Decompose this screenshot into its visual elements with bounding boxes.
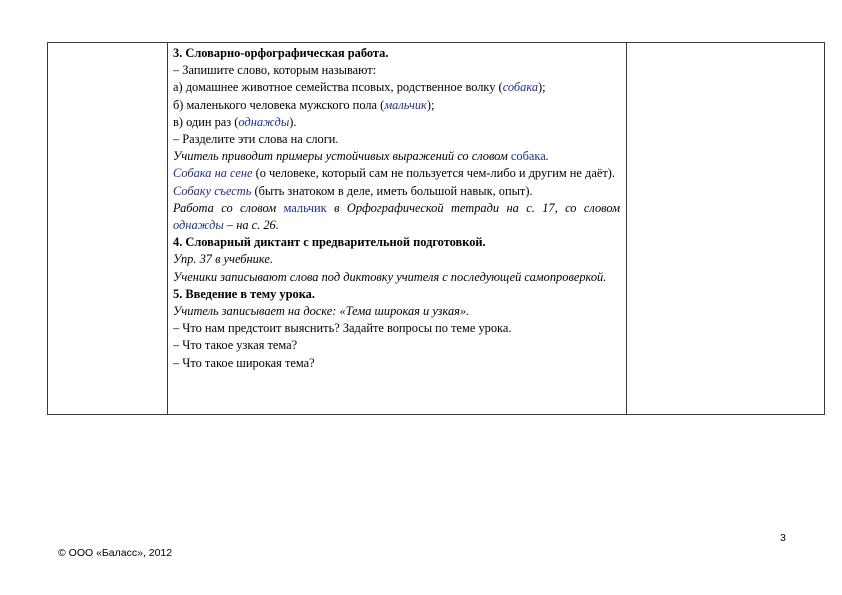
idiom-1 <box>173 165 620 182</box>
workbook-text-1: Работа со словом <box>173 200 284 215</box>
item-c-text: в) один раз ( <box>173 114 239 129</box>
left-cell <box>48 43 168 415</box>
idiom-2-phrase: Собаку съесть <box>173 183 252 198</box>
idiom-1-explanation: (о человеке, который сам не пользуется чем-либо и другим не даёт). <box>252 166 615 181</box>
right-cell <box>627 43 825 415</box>
board-note: Учитель записывает на доске: «Тема широкая и узкая». <box>173 304 470 319</box>
word-malchik: мальчик <box>384 97 427 112</box>
item-a-text: а) домашнее животное семейства псовых, родственное волку ( <box>173 80 503 95</box>
copyright-footer: © ООО «Баласс», 2012 <box>58 547 173 559</box>
workbook-note <box>173 200 620 234</box>
section-4-heading: 4. Словарный диктант с предварительной подготовкой. <box>173 235 486 250</box>
word-odnazhdy-2: однажды <box>173 218 224 233</box>
item-a <box>173 79 620 96</box>
table-row <box>48 43 825 415</box>
word-odnazhdy: однажды <box>238 114 290 129</box>
idiom-2-explanation: (быть знатоком в деле, иметь большой навык, опыт). <box>251 183 533 198</box>
question-2: – Что такое узкая тема? <box>173 338 298 353</box>
cell-text <box>168 43 626 372</box>
item-a-end: ); <box>538 80 546 95</box>
syllables-task: – Разделите эти слова на слоги. <box>173 132 339 147</box>
item-c <box>173 114 620 131</box>
lesson-table <box>47 42 825 415</box>
question-3: – Что такое широкая тема? <box>173 355 315 370</box>
idiom-2 <box>173 183 620 200</box>
teacher-idioms-end: . <box>545 149 549 164</box>
item-b-text: б) маленького человека мужского пола ( <box>173 97 385 112</box>
word-sobaka: собака <box>502 80 539 95</box>
item-b <box>173 97 620 114</box>
question-1: – Что нам предстоит выяснить? Задайте вопросы по теме урока. <box>173 321 512 336</box>
dictation-note: Ученики записывают слова под диктовку учителя с последующей самопроверкой. <box>173 269 607 284</box>
section-3-instruction: – Запишите слово, которым называют: <box>173 63 377 78</box>
section-3-heading: 3. Словарно-орфографическая работа. <box>173 46 389 60</box>
exercise-ref: Упр. 37 в учебнике. <box>173 252 273 267</box>
word-sobaka-2: собака <box>510 149 546 164</box>
section-5-heading: 5. Введение в тему урока. <box>173 286 315 301</box>
item-b-end: ); <box>426 97 435 112</box>
teacher-idioms <box>173 148 620 165</box>
content-cell <box>168 43 627 415</box>
item-c-end: ). <box>289 114 297 129</box>
word-malchik-2: мальчик <box>283 200 327 215</box>
teacher-idioms-text: Учитель приводит примеры устойчивых выражений со словом <box>173 149 508 164</box>
idiom-1-phrase: Собака на сене <box>173 166 253 181</box>
page-number: 3 <box>780 532 786 544</box>
workbook-text-3: – на с. 26. <box>223 218 279 233</box>
workbook-text-2: в Орфографической тетради на с. 17, со словом <box>326 200 620 215</box>
